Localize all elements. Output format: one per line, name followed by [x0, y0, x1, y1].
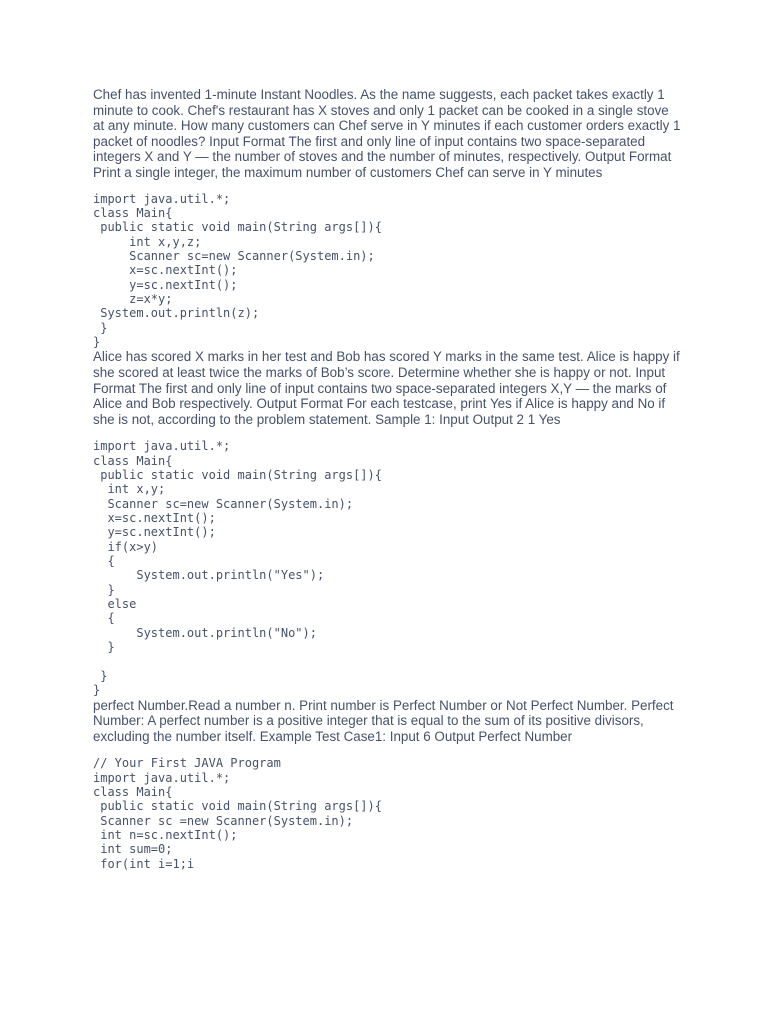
- code-block-noodles: import java.util.*; class Main{ public static void main(String args[]){ int x,y,z; Scanner sc=new Scanner(System.in); x=sc.nextInt(); y=sc.nextInt(); z=x*y; System.out.println(z); } }: [93, 191, 382, 349]
- code-block-perfect-number: // Your First JAVA Program import java.util.*; class Main{ public static void main(String args[]){ Scanner sc =new Scanner(System.in); int n=sc.nextInt(); int sum=0; for(int i=1;i: [93, 756, 382, 871]
- problem-statement-noodles: Chef has invented 1-minute Instant Noodles. As the name suggests, each packet takes exactly 1 minute to cook. Chef's restaurant has X stoves and only 1 packet can be cooked in a single stove at any minute. How many customers can Chef serve in Y minutes if each customer orders exactly 1 packet of noodles? Input Format The first and only line of input contains two space-separated integers X and Y — the number of stoves and the number of minutes, respectively. Output Format Print a single integer, the maximum number of customers Chef can serve in Y minutes: [93, 87, 681, 180]
- code-block-alice-bob: import java.util.*; class Main{ public static void main(String args[]){ int x,y; Scanner sc=new Scanner(System.in); x=sc.nextInt(); y=sc.nextInt(); if(x>y) { System.out.println("Yes"); } else { System.out.println("No"); } } }: [93, 439, 382, 698]
- document-page: [93, 87, 683, 871]
- problem-statement-alice-bob: Alice has scored X marks in her test and Bob has scored Y marks in the same test. Alice is happy if she scored at least twice the marks of Bob’s score. Determine whether she is happy or not. Input Format The first and only line of input contains two space-separated integers X,Y — the marks of Alice and Bob respectively. Output Format For each testcase, print Yes if Alice is happy and No if she is not, according to the problem statement. Sample 1: Input Output 2 1 Yes: [93, 349, 680, 427]
- problem-statement-perfect-number: perfect Number.Read a number n. Print number is Perfect Number or Not Perfect Number. Perfect Number: A perfect number is a positive integer that is equal to the sum of its positive divisors, excluding the number itself. Example Test Case1: Input 6 Output Perfect Number: [93, 697, 674, 744]
